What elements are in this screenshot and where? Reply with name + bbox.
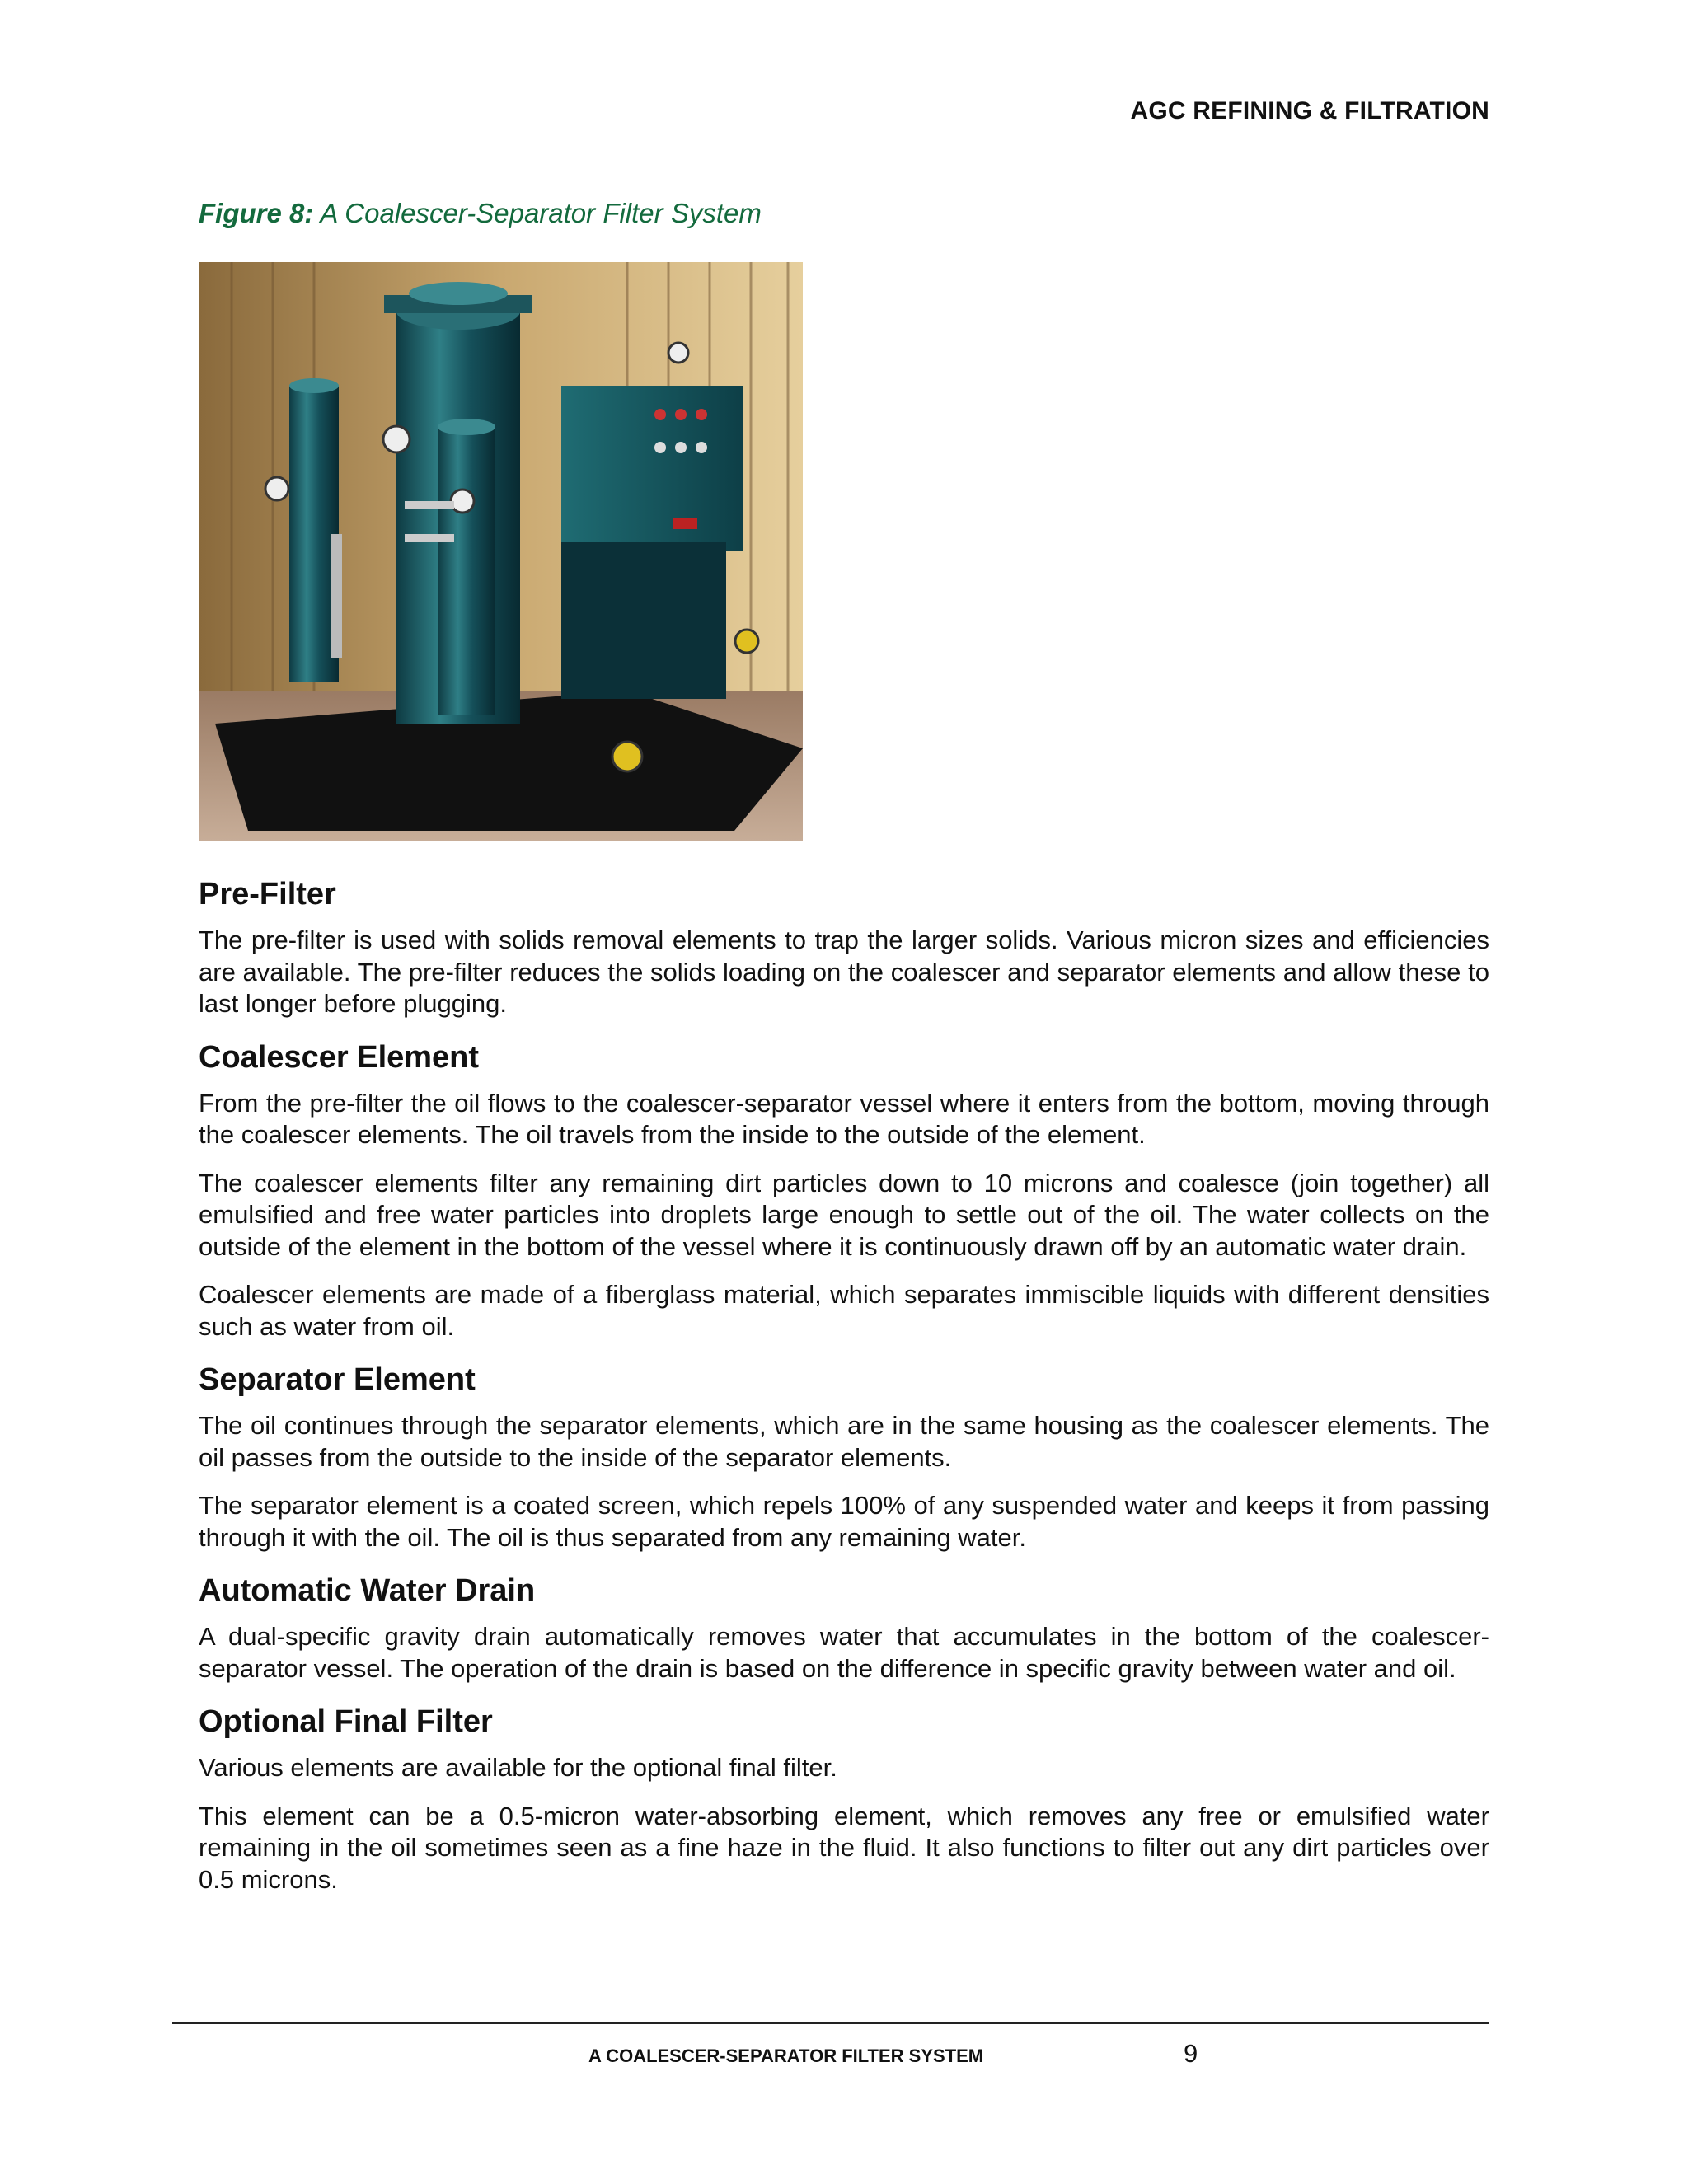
footer-title: A COALESCER-SEPARATOR FILTER SYSTEM — [588, 2046, 984, 2066]
filter-system-photo — [199, 262, 803, 841]
paragraph: The coalescer elements filter any remaining dirt particles down to 10 microns and coalesce (join together) all emulsified and free water particles into droplets large enough to settle out of the oil. The water collects on the outside of the element in the bottom of the vessel where it is continuously drawn off by an automatic water drain. — [199, 1168, 1489, 1261]
page-number: 9 — [1184, 2039, 1198, 2068]
paragraph: A dual-specific gravity drain automatically removes water that accumulates in the bottom of the coalescer-separator vessel. The operation of the drain is based on the difference in specific gravity between water and oil. — [199, 1622, 1489, 1683]
paragraph: Coalescer elements are made of a fiberglass material, which separates immiscible liquids with different densities such as water from oil. — [199, 1280, 1489, 1341]
section-separator-element — [199, 1359, 1489, 1554]
section-heading: Automatic Water Drain — [199, 1573, 536, 1608]
section-automatic-water-drain — [199, 1570, 1489, 1685]
figure-photo — [199, 262, 803, 841]
paragraph: Various elements are available for the optional final filter. — [199, 1753, 837, 1782]
figure-caption — [199, 198, 762, 229]
running-header: AGC REFINING & FILTRATION — [1130, 97, 1489, 124]
document-body — [199, 874, 1489, 1912]
paragraph: This element can be a 0.5-micron water-absorbing element, which removes any free or emulsified water remaining in the oil sometimes seen as a fine haze in the fluid. It also functions to filter out any dirt particles over 0.5 microns. — [199, 1801, 1489, 1894]
paragraph: The separator element is a coated screen, which repels 100% of any suspended water and keeps it from passing through it with the oil. The oil is thus separated from any remaining water. — [199, 1491, 1489, 1552]
figure-label: Figure 8: — [199, 198, 314, 228]
section-heading: Separator Element — [199, 1362, 476, 1397]
section-optional-final-filter — [199, 1701, 1489, 1896]
section-coalescer-element — [199, 1037, 1489, 1343]
paragraph: From the pre-filter the oil flows to the coalescer-separator vessel where it enters from the bottom, moving through the coalescer elements. The oil travels from the inside to the outside of the element. — [199, 1088, 1489, 1149]
section-heading: Pre-Filter — [199, 877, 336, 912]
section-heading: Coalescer Element — [199, 1039, 480, 1075]
paragraph: The pre-filter is used with solids removal elements to trap the larger solids. Various micron sizes and efficiencies are available. The pre-filter reduces the solids loading on the coalescer and separator elements and allow these to last longer before plugging. — [199, 926, 1489, 1018]
section-pre-filter — [199, 874, 1489, 1020]
section-heading: Optional Final Filter — [199, 1704, 493, 1739]
footer-rule — [172, 2022, 1489, 2024]
figure-caption-text: A Coalescer-Separator Filter System — [320, 198, 762, 228]
paragraph: The oil continues through the separator elements, which are in the same housing as the coalescer elements. The oil passes from the outside to the inside of the separator elements. — [199, 1411, 1489, 1472]
